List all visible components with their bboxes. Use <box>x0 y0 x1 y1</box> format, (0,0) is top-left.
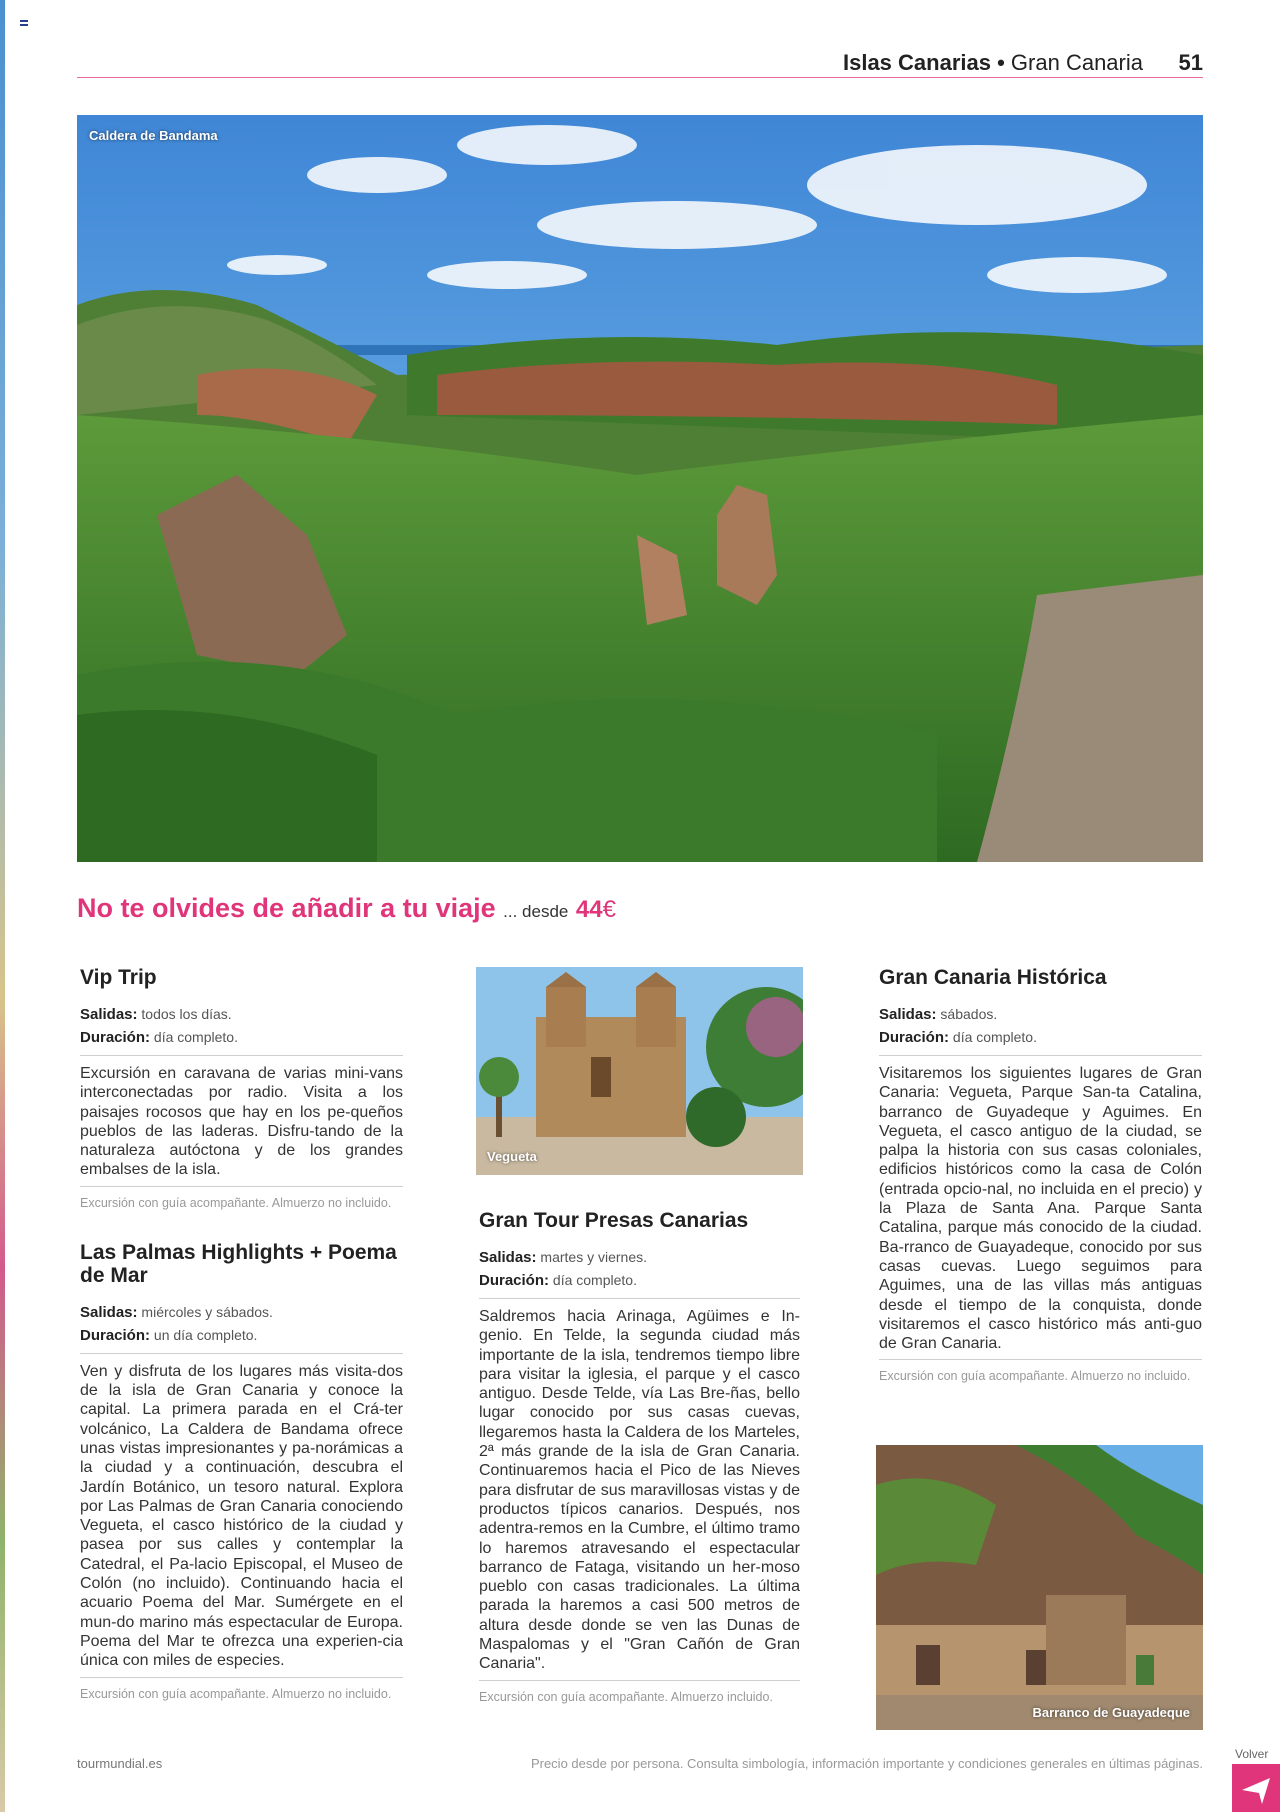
excursion-note: Excursión con guía acompañante. Almuerzo no incluido. <box>80 1195 392 1210</box>
duracion-label: Duración: <box>80 1029 151 1046</box>
page-number: 51 <box>1178 50 1203 75</box>
page-edge-strip <box>0 0 5 1812</box>
excursion-meta <box>879 1003 1202 1049</box>
addon-lead: No te olvides de añadir a tu viaje <box>77 893 496 923</box>
excursion-title: Las Palmas Highlights + Poema de Mar <box>80 1240 397 1287</box>
header-title <box>843 50 1143 76</box>
excursion-description: Saldremos hacia Arinaga, Agüimes e In-genio. En Telde, la segunda ciudad más importante de la isla, tendremos tiempo libre para visitar la iglesia, el parque y el casco antiguo. Desde Telde, vía Las Bre-ñas, bello lugar conocido por sus casas cuevas, llegaremos hasta la Caldera de los Marteles, 2ª más grande de la isla de Gran Canaria. Continuaremos hacia el Pico de las Nieves para disfrutar de sus maravillosas vistas y de productos típicos canarios. Después, nos adentra-remos en la Cumbre, el último tramo lo haremos atravesando el espectacular barranco de Fataga, visitando un her-moso pueblo con casas tradicionales. La última parada la haremos a casi 500 metros de altura desde donde se ven las Dunas de Maspalomas y el "Gran Cañón de Gran Canaria". <box>479 1308 800 1673</box>
addon-price: 44 <box>575 896 603 923</box>
excursion-description: Visitaremos los siguientes lugares de Gran Canaria: Vegueta, Parque San-ta Catalina, barranco de Guyadeque y Aguimes. En Vegueta, el casco antiguo de la ciudad, se palpa la historia con sus casas coloniales, edificios históricos como la casa de Colón (entrada opcio-nal, no incluida en el precio) y la Plaza de Santa Ana. Parque Santa Catalina, parque más conocido de la ciudad. Ba-rranco de Guayadeque, conocido por sus casas cuevas. Luego seguimos para Aguimes, una de las villas más antiguas desde el tiempo de la conquista, donde visitaremos el casco histórico más anti-guo de Gran Canaria. <box>879 1065 1202 1353</box>
footer-site: tourmundial.es <box>77 1756 163 1771</box>
duracion-label: Duración: <box>80 1326 151 1344</box>
divider <box>879 1055 1202 1056</box>
duracion-value: un día completo. <box>153 1326 258 1343</box>
column-left <box>80 966 403 1702</box>
footer-disclaimer: Precio desde por persona. Consulta simbología, información importante y condiciones generales en últimas páginas. <box>530 1756 1203 1771</box>
main-photo-caldera <box>77 115 1203 862</box>
page-header <box>77 48 1203 78</box>
excursion-meta <box>80 1301 403 1347</box>
duracion-value: día completo. <box>552 1272 637 1288</box>
salidas-label: Salidas: <box>80 1006 138 1023</box>
header-island: Gran Canaria <box>1010 50 1143 75</box>
divider <box>479 1298 800 1299</box>
addon-currency: € <box>602 896 616 923</box>
divider <box>80 1055 403 1056</box>
excursion-title: Vip Trip <box>80 966 157 989</box>
excursion-meta <box>80 1003 403 1049</box>
divider <box>80 1186 403 1187</box>
duracion-label: Duración: <box>879 1029 950 1046</box>
duracion-value: día completo. <box>153 1029 238 1045</box>
excursion-title: Gran Tour Presas Canarias <box>479 1209 749 1232</box>
excursion-note: Excursión con guía acompañante. Almuerzo no incluido. <box>879 1369 1191 1384</box>
duracion-label: Duración: <box>479 1272 550 1289</box>
column-middle <box>479 1209 800 1705</box>
guayadeque-illustration <box>876 1445 1203 1730</box>
back-button[interactable] <box>1232 1764 1280 1812</box>
excursion-note: Excursión con guía acompañante. Almuerzo no incluido. <box>80 1686 392 1701</box>
excursion-meta <box>479 1246 800 1292</box>
excursion-vip-trip <box>80 966 403 1211</box>
salidas-value: miércoles y sábados. <box>141 1303 273 1320</box>
vegueta-photo <box>476 967 803 1175</box>
caldera-illustration <box>77 115 1203 862</box>
flag-icon <box>20 20 28 26</box>
salidas-value: todos los días. <box>141 1006 232 1022</box>
excursion-note: Excursión con guía acompañante. Almuerzo incluido. <box>479 1689 773 1704</box>
header-separator: • <box>997 50 1005 75</box>
guayadeque-photo <box>876 1445 1203 1730</box>
salidas-label: Salidas: <box>479 1249 537 1266</box>
main-photo-caption: Caldera de Bandama <box>89 128 218 143</box>
divider <box>479 1680 800 1681</box>
excursion-historica <box>879 966 1202 1384</box>
vegueta-illustration <box>476 967 803 1175</box>
back-label: Volver <box>1235 1747 1269 1761</box>
excursion-title: Gran Canaria Histórica <box>879 966 1107 989</box>
salidas-label: Salidas: <box>879 1006 937 1023</box>
addon-banner <box>77 893 616 924</box>
excursion-description: Ven y disfruta de los lugares más visita-dos de la isla de Gran Canaria y conoce la capital. La primera parada en el Crá-ter volcánico, La Caldera de Bandama ofrece unas vistas impresionantes y pa-norámicas a la ciudad y a continuación, descubra el Jardín Botánico, un tesoro natural. Explora por Las Palmas de Gran Canaria conociendo Vegueta, el casco histórico de la ciudad y pasea por sus calles y contemplar la Catedral, el Pa-lacio Episcopal, el Museo de Colón (no incluido). Continuando hacia el acuario Poema del Mar. Sumérgete en el mun-do marino más espectacular de Europa. Poema del Mar te ofrezca una experien-cia única con miles de especies. <box>80 1362 403 1670</box>
salidas-value: martes y viernes. <box>540 1249 648 1265</box>
divider <box>80 1353 403 1354</box>
salidas-value: sábados. <box>940 1006 998 1022</box>
divider <box>80 1677 403 1678</box>
excursion-description: Excursión en caravana de varias mini-vans interconectadas por radio. Visita a los paisajes rocosos que hay en los pe-queños pueblos de las laderas. Disfru-tando de la naturaleza autóctona y de los grandes embalses de la isla. <box>80 1065 403 1179</box>
duracion-value: día completo. <box>952 1029 1037 1045</box>
salidas-label: Salidas: <box>80 1303 138 1321</box>
back-arrow-icon <box>1232 1764 1280 1812</box>
column-right <box>879 966 1202 1384</box>
excursion-las-palmas <box>80 1241 403 1702</box>
vegueta-caption: Vegueta <box>487 1149 537 1164</box>
header-region: Islas Canarias <box>842 50 991 75</box>
divider <box>879 1359 1202 1360</box>
addon-desde: ... desde <box>503 902 569 921</box>
excursion-presas <box>479 1209 800 1705</box>
guayadeque-caption: Barranco de Guayadeque <box>1032 1705 1190 1720</box>
